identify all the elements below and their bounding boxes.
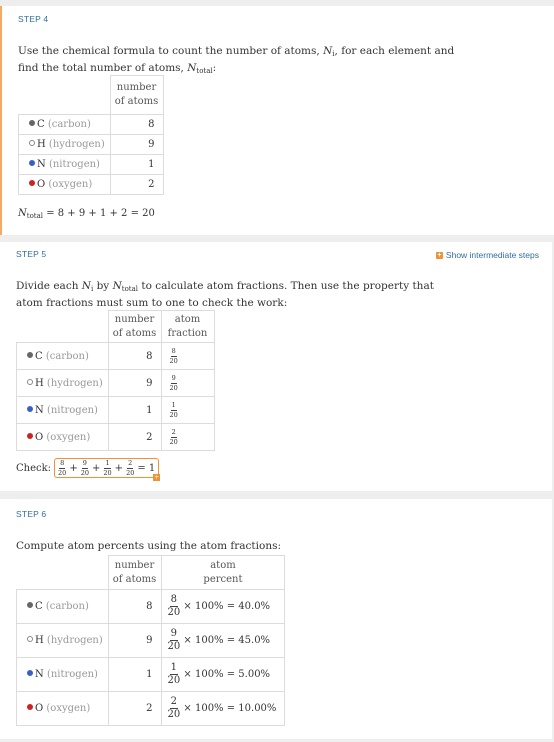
fraction: [103, 460, 111, 476]
fraction-cell: [161, 397, 214, 424]
atom-count: 9: [110, 135, 163, 155]
numerator: 2: [128, 459, 133, 467]
col-header-number-of-atoms: [108, 556, 161, 590]
table-row: [19, 135, 164, 155]
element-symbol: C: [35, 601, 43, 612]
intro-text: atom fractions must sum to one to check the work:: [16, 297, 288, 309]
nitrogen-dot-icon: [29, 160, 35, 166]
denominator: 20: [167, 641, 181, 652]
col-header-number-of-atoms: [110, 76, 163, 115]
denominator: 20: [169, 383, 178, 392]
plus-sign: +: [69, 462, 78, 474]
show-intermediate-steps-button[interactable]: [436, 250, 539, 260]
plus-sign: +: [92, 462, 101, 474]
atom-count: 8: [108, 590, 161, 624]
fraction-cell: [161, 343, 214, 370]
denominator: 20: [103, 468, 112, 477]
col-header-line: of atoms: [112, 573, 157, 585]
element-name: (oxygen): [46, 431, 91, 443]
intro-text: :: [212, 62, 217, 74]
col-header-line: atom: [210, 559, 236, 571]
fraction: [81, 460, 89, 476]
atom-count: 1: [108, 397, 161, 424]
element-symbol: O: [37, 179, 46, 190]
table-corner: [17, 311, 109, 343]
atom-count: 2: [108, 424, 161, 451]
col-header-atom-fraction: [161, 311, 214, 343]
step-5-intro: [16, 279, 434, 310]
numerator: 8: [60, 459, 65, 467]
element-name: (nitrogen): [46, 669, 98, 680]
intro-text: Use the chemical formula to count the number of atoms,: [18, 45, 324, 57]
subscript-total: total: [26, 212, 44, 220]
table-corner: [17, 556, 109, 590]
fraction: [126, 460, 134, 476]
col-header-line: number: [116, 82, 157, 93]
denominator: 20: [167, 709, 181, 720]
element-cell: [17, 370, 109, 397]
plus-icon: +: [437, 251, 442, 259]
element-cell: [17, 590, 109, 624]
oxygen-dot-icon: [27, 704, 33, 710]
atom-count: 2: [108, 692, 161, 726]
intro-text: to calculate atom fractions. Then use the property that: [138, 280, 434, 292]
denominator: 20: [167, 675, 181, 686]
nitrogen-dot-icon: [27, 406, 33, 412]
intro-text: Divide each: [16, 280, 82, 292]
nitrogen-dot-icon: [27, 670, 33, 676]
intro-text: find the total number of atoms,: [18, 62, 188, 74]
plus-sign: +: [114, 462, 124, 474]
col-header-line: of atoms: [114, 96, 159, 107]
fraction: [168, 663, 181, 686]
numerator: 1: [171, 401, 176, 409]
atom-percent-table: [16, 555, 285, 726]
intro-text: by: [93, 280, 113, 292]
element-cell: [17, 624, 109, 658]
step-6-panel: [0, 499, 552, 739]
element-cell: [17, 397, 109, 424]
element-symbol: H: [37, 139, 46, 150]
atom-count: 1: [110, 155, 163, 175]
fraction: [170, 402, 178, 418]
numerator: 1: [105, 459, 110, 467]
carbon-dot-icon: [29, 120, 35, 126]
element-name: (nitrogen): [46, 404, 98, 416]
denominator: 20: [58, 468, 67, 477]
fraction: [168, 697, 181, 720]
fraction-cell: [161, 424, 214, 451]
element-name: (nitrogen): [48, 159, 100, 170]
col-header-line: number: [114, 313, 155, 325]
fraction-cell: [161, 370, 214, 397]
element-symbol: C: [37, 119, 45, 130]
hydrogen-dot-icon: [27, 636, 33, 642]
atom-count-table: [18, 75, 164, 195]
element-cell: [17, 343, 109, 370]
numerator: 1: [170, 662, 178, 673]
percent-cell: [161, 658, 285, 692]
atom-count: 1: [108, 658, 161, 692]
n-symbol: N: [323, 45, 333, 57]
show-steps-label: Show intermediate steps: [445, 250, 539, 260]
table-row: [17, 424, 215, 451]
element-cell: [19, 155, 111, 175]
check-label: Check:: [16, 462, 52, 474]
table-row: [17, 624, 285, 658]
col-header-line: of atoms: [112, 327, 157, 339]
percent-expression: × 100% = 5.00%: [180, 669, 271, 680]
atom-count: 9: [108, 624, 161, 658]
n-symbol: N: [18, 208, 27, 219]
oxygen-dot-icon: [27, 433, 33, 439]
numerator: 9: [170, 628, 178, 639]
n-symbol: N: [81, 280, 91, 292]
subscript-total: total: [196, 67, 213, 75]
numerator: 9: [171, 374, 176, 382]
fraction: [170, 375, 178, 391]
element-cell: [17, 658, 109, 692]
table-row: [19, 115, 164, 135]
table-row: [17, 590, 285, 624]
fraction: [168, 629, 181, 652]
denominator: 20: [169, 437, 178, 446]
subscript-i: i: [332, 50, 335, 58]
check-equation: [16, 458, 160, 481]
step-6-label: STEP 6: [16, 509, 47, 519]
total-equation: [18, 208, 155, 220]
percent-cell: [161, 692, 285, 726]
element-name: (carbon): [47, 119, 91, 130]
element-cell: [19, 115, 111, 135]
percent-expression: × 100% = 40.0%: [180, 601, 271, 612]
atom-fraction-table: [16, 310, 215, 451]
element-cell: [17, 424, 109, 451]
oxygen-dot-icon: [29, 180, 35, 186]
element-symbol: N: [35, 669, 44, 680]
col-header-line: number: [114, 559, 155, 571]
element-name: (oxygen): [48, 179, 93, 190]
percent-expression: × 100% = 10.00%: [180, 703, 277, 714]
fraction: [168, 595, 181, 618]
denominator: 20: [126, 468, 135, 477]
carbon-dot-icon: [27, 352, 33, 358]
step-4-intro: [18, 44, 454, 78]
total-equation-text: = 8 + 9 + 1 + 2 = 20: [43, 208, 155, 219]
table-row: [17, 658, 285, 692]
numerator: 8: [171, 347, 176, 355]
col-header-line: percent: [203, 573, 243, 585]
fraction: [170, 429, 178, 445]
element-name: (carbon): [45, 601, 89, 612]
numerator: 2: [170, 696, 178, 707]
fraction: [58, 460, 66, 476]
numerator: 2: [171, 428, 176, 436]
col-header-line: atom: [174, 313, 201, 325]
step-5-panel: [0, 242, 552, 491]
element-symbol: C: [35, 350, 43, 362]
subscript-i: i: [90, 285, 94, 293]
element-symbol: O: [35, 431, 44, 443]
element-name: (carbon): [45, 350, 89, 362]
col-header-atom-percent: [161, 556, 285, 590]
numerator: 9: [82, 459, 87, 467]
check-expression-box[interactable]: [54, 458, 160, 481]
hydrogen-dot-icon: [29, 140, 35, 146]
element-name: (hydrogen): [46, 377, 103, 389]
fraction: [170, 348, 178, 364]
atom-count: 8: [110, 115, 163, 135]
col-header-number-of-atoms: [108, 311, 161, 343]
denominator: 20: [169, 410, 178, 419]
step-4-label: STEP 4: [18, 14, 49, 24]
percent-cell: [161, 624, 285, 658]
denominator: 20: [169, 356, 178, 365]
denominator: 20: [80, 468, 89, 477]
step-6-intro: Compute atom percents using the atom fractions:: [16, 540, 282, 552]
subscript-total: total: [121, 285, 139, 293]
element-symbol: N: [35, 404, 44, 416]
element-name: (hydrogen): [46, 635, 103, 646]
expand-plus-icon[interactable]: +: [154, 474, 160, 481]
col-header-line: fraction: [167, 327, 208, 339]
percent-cell: [161, 590, 285, 624]
element-cell: [19, 135, 111, 155]
carbon-dot-icon: [27, 602, 33, 608]
hydrogen-dot-icon: [27, 379, 33, 385]
atom-count: 2: [110, 175, 163, 195]
element-name: (oxygen): [46, 703, 91, 714]
denominator: 20: [167, 607, 181, 618]
n-symbol: N: [187, 62, 197, 74]
check-result: = 1: [137, 462, 156, 474]
table-corner: [19, 76, 111, 115]
element-symbol: N: [37, 159, 46, 170]
table-row: [19, 155, 164, 175]
element-cell: [17, 692, 109, 726]
intro-text: , for each element and: [334, 45, 455, 57]
table-row: [19, 175, 164, 195]
table-row: [17, 343, 215, 370]
atom-count: 9: [108, 370, 161, 397]
table-row: [17, 692, 285, 726]
n-symbol: N: [112, 280, 122, 292]
atom-count: 8: [108, 343, 161, 370]
element-symbol: H: [35, 377, 44, 389]
element-symbol: H: [35, 635, 44, 646]
step-4-panel: [0, 6, 554, 235]
element-symbol: O: [35, 703, 44, 714]
numerator: 8: [170, 594, 178, 605]
percent-expression: × 100% = 45.0%: [180, 635, 271, 646]
table-row: [17, 397, 215, 424]
element-cell: [19, 175, 111, 195]
table-row: [17, 370, 215, 397]
element-name: (hydrogen): [48, 139, 105, 150]
step-5-label: STEP 5: [16, 249, 47, 259]
